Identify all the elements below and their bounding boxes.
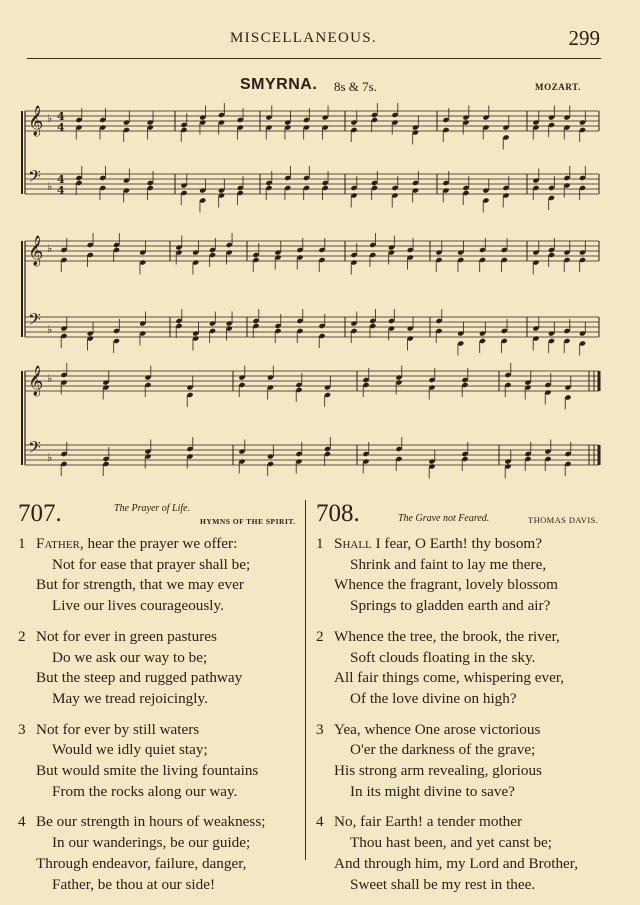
line-text: Not for ever in green pastures bbox=[36, 627, 217, 645]
stanza bbox=[18, 534, 308, 617]
stanza-line: In its might divine to save? bbox=[350, 782, 515, 800]
stanza-line: Live our lives courageously. bbox=[52, 597, 224, 615]
stanza-line: Would we idly quiet stay; bbox=[52, 741, 208, 759]
stanza-line: His strong arm revealing, glorious bbox=[334, 762, 542, 780]
flat-icon: ♭ bbox=[47, 112, 53, 125]
line-text: Whence the tree, the brook, the river, bbox=[334, 627, 560, 645]
stanza-line bbox=[316, 720, 606, 741]
stanza bbox=[316, 812, 606, 895]
hymn-stanzas bbox=[18, 534, 308, 905]
flat-icon: ♭ bbox=[47, 242, 53, 255]
stanza-line: May we tread rejoicingly. bbox=[52, 689, 208, 707]
hymn-source: HYMNS OF THE SPIRIT. bbox=[200, 517, 296, 526]
hymn-subject: The Grave not Feared. bbox=[398, 513, 490, 524]
stanza-line bbox=[316, 534, 606, 555]
stanza bbox=[316, 720, 606, 803]
stanza bbox=[316, 534, 606, 617]
stanza-line: O'er the darkness of the grave; bbox=[350, 741, 536, 759]
flat-icon: ♭ bbox=[47, 323, 53, 336]
stanza-line bbox=[316, 812, 606, 833]
time-signature: 4 bbox=[57, 184, 65, 197]
tune-name: SMYRNA. bbox=[240, 76, 318, 93]
stanza-line: Do we ask our way to be; bbox=[52, 648, 208, 666]
tune-meter: 8s & 7s. bbox=[334, 79, 377, 94]
stanza-line: Through endeavor, failure, danger, bbox=[36, 854, 247, 872]
line-text: I fear, O Earth! thy bosom? bbox=[371, 535, 542, 552]
stanza-line: Shrink and faint to lay me there, bbox=[350, 555, 547, 573]
bass-clef-icon: 𝄢 bbox=[28, 309, 41, 333]
hymn-stanzas bbox=[316, 534, 606, 905]
stanza-line: In our wanderings, be our guide; bbox=[52, 834, 251, 852]
stanza-line bbox=[316, 627, 606, 648]
first-word: Father bbox=[36, 535, 80, 552]
stanza-line: Sweet shall be my rest in thee. bbox=[350, 875, 536, 893]
tune-composer: MOZART. bbox=[535, 82, 581, 92]
stanza-line: Whence the fragrant, lovely blossom bbox=[334, 576, 558, 594]
stanza-line bbox=[18, 534, 308, 555]
stanza bbox=[18, 627, 308, 710]
line-text: Not for ever by still waters bbox=[36, 720, 200, 738]
stanza-number: 2 bbox=[18, 627, 26, 645]
stanza-line bbox=[18, 812, 308, 833]
stanza-line: Springs to gladden earth and air? bbox=[350, 597, 551, 615]
stanza-line: Soft clouds floating in the sky. bbox=[350, 648, 536, 666]
stanza-line: And through him, my Lord and Brother, bbox=[334, 854, 579, 872]
column-divider bbox=[305, 500, 306, 860]
page-number: 299 bbox=[568, 26, 600, 50]
line-text: No, fair Earth! a tender mother bbox=[334, 813, 523, 831]
time-signature: 4 bbox=[57, 173, 65, 186]
time-signature: 4 bbox=[57, 121, 65, 134]
flat-icon: ♭ bbox=[47, 372, 53, 385]
hymn-number: 708. bbox=[316, 500, 360, 527]
treble-clef-icon: 𝄞 bbox=[28, 236, 44, 266]
stanza-line: Of the love divine on high? bbox=[350, 689, 517, 707]
stanza-line: But would smite the living fountains bbox=[36, 762, 259, 780]
first-word: Shall bbox=[334, 535, 372, 552]
line-text: , hear the prayer we offer: bbox=[79, 535, 238, 552]
treble-clef-icon: 𝄞 bbox=[28, 366, 44, 396]
stanza bbox=[18, 720, 308, 803]
bass-clef-icon: 𝄢 bbox=[28, 166, 41, 190]
time-signature: 4 bbox=[57, 110, 65, 123]
stanza-line: All fair things come, whispering ever, bbox=[334, 669, 565, 687]
line-text: Yea, whence One arose victorious bbox=[334, 720, 541, 738]
hymn-subject: The Prayer of Life. bbox=[114, 503, 191, 514]
stanza-number: 4 bbox=[316, 813, 324, 831]
stanza-line: Father, be thou at our side! bbox=[52, 875, 216, 893]
stanza-line bbox=[18, 720, 308, 741]
flat-icon: ♭ bbox=[47, 180, 53, 193]
stanza-line: Not for ease that prayer shall be; bbox=[52, 555, 251, 573]
stanza-number: 1 bbox=[316, 535, 324, 552]
line-text: Be our strength in hours of weakness; bbox=[36, 813, 266, 831]
stanza-number: 4 bbox=[18, 813, 26, 831]
hymn-number: 707. bbox=[18, 500, 62, 527]
stanza-line: But for strength, that we may ever bbox=[36, 576, 244, 594]
stanza-line: From the rocks along our way. bbox=[52, 782, 238, 800]
stanza bbox=[316, 627, 606, 710]
stanza-number: 3 bbox=[18, 720, 26, 738]
stanza-line: Thou hast been, and yet canst be; bbox=[350, 834, 553, 852]
stanza-number: 3 bbox=[316, 720, 324, 738]
section-title: MISCELLANEOUS. bbox=[230, 30, 377, 46]
stanza-line: But the steep and rugged pathway bbox=[36, 669, 243, 687]
treble-clef-icon: 𝄞 bbox=[28, 106, 44, 136]
stanza-number: 2 bbox=[316, 627, 324, 645]
stanza-number: 1 bbox=[18, 535, 26, 552]
stanza bbox=[18, 812, 308, 895]
stanza-line bbox=[18, 627, 308, 648]
hymn-source: THOMAS DAVIS. bbox=[528, 515, 599, 525]
flat-icon: ♭ bbox=[47, 451, 53, 464]
bass-clef-icon: 𝄢 bbox=[28, 437, 41, 461]
